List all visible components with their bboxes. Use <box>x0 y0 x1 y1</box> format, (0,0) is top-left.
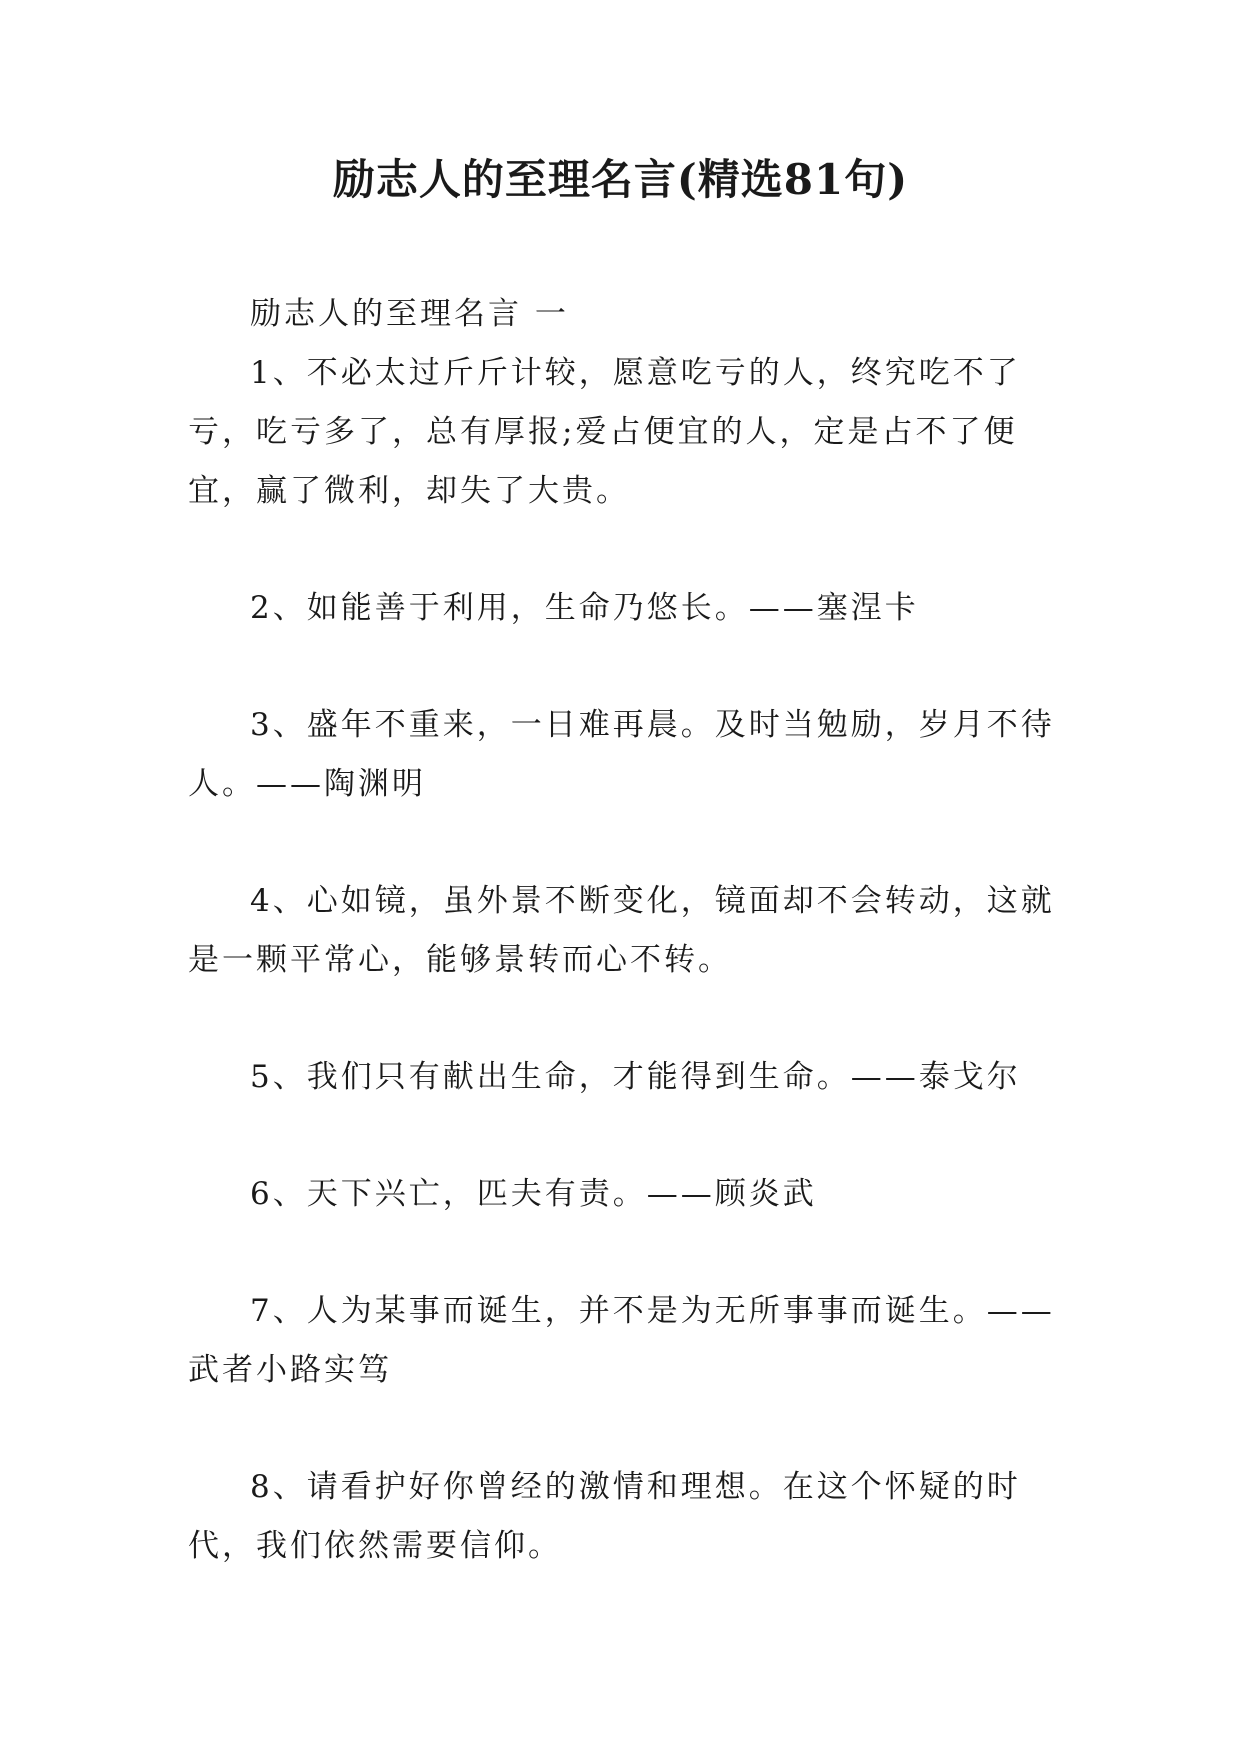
quote-paragraph-1: 1、不必太过斤斤计较，愿意吃亏的人，终究吃不了亏，吃亏多了，总有厚报;爱占便宜的人，定是占不了便宜，赢了微利，却失了大贵。 <box>188 355 1021 509</box>
document-body <box>188 285 1068 1576</box>
quote-paragraph-2: 2、如能善于利用，生命乃悠长。——塞涅卡 <box>250 590 919 626</box>
quote-paragraph-6: 6、天下兴亡，匹夫有责。——顾炎武 <box>250 1176 817 1212</box>
quote-paragraph-4: 4、心如镜，虽外景不断变化，镜面却不会转动，这就是一颗平常心，能够景转而心不转。 <box>188 883 1055 978</box>
quote-paragraph-5: 5、我们只有献出生命，才能得到生命。——泰戈尔 <box>250 1059 1021 1095</box>
quote-paragraph-7: 7、人为某事而诞生，并不是为无所事事而诞生。——武者小路实笃 <box>188 1293 1055 1388</box>
quote-paragraph-3: 3、盛年不重来，一日难再晨。及时当勉励，岁月不待人。——陶渊明 <box>188 707 1055 802</box>
quote-paragraph-8: 8、请看护好你曾经的激情和理想。在这个怀疑的时代，我们依然需要信仰。 <box>188 1469 1021 1564</box>
document-title: 励志人的至理名言(精选81句) <box>332 155 909 204</box>
section-heading: 励志人的至理名言 一 <box>250 296 569 332</box>
